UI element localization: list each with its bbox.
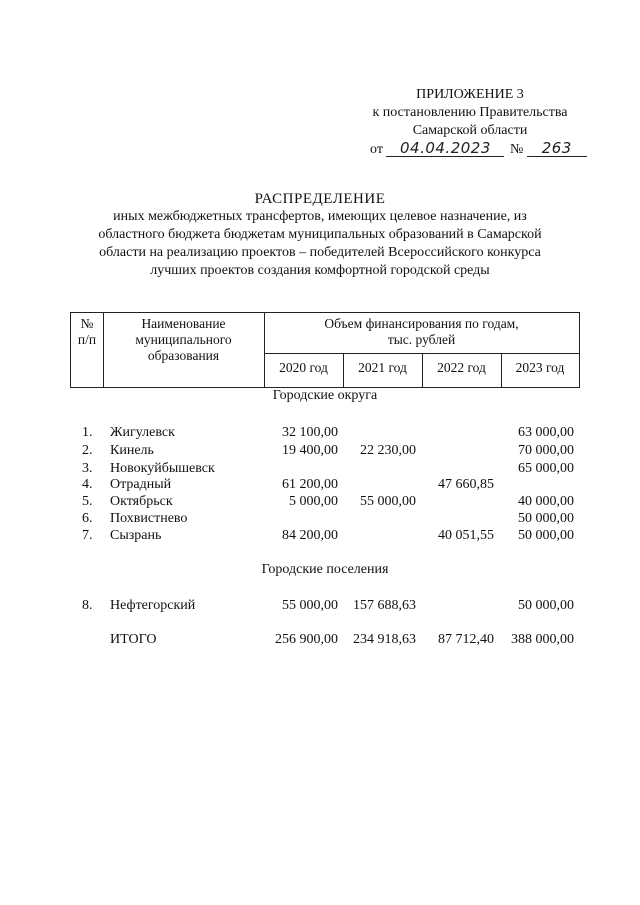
total-label: ИТОГО	[110, 632, 157, 647]
year-2020-header: 2020 год	[279, 360, 328, 375]
heading-line-4: лучших проектов создания комфортной городской среды	[150, 263, 490, 278]
handwritten-date: 04.04.2023	[386, 140, 504, 157]
table-row: 1. Жигулевск 32 100,00 63 000,00	[82, 425, 574, 440]
col-funding-header: Объем финансирования по годам, тыс. рублей	[324, 316, 519, 347]
table-row: 7. Сызрань 84 200,00 40 051,55 50 000,00	[82, 528, 574, 543]
heading-line-1: иных межбюджетных трансфертов, имеющих целевое назначение, из	[113, 209, 527, 224]
year-2023-header: 2023 год	[515, 360, 565, 375]
heading-line-3: области на реализацию проектов – победителей Всероссийского конкурса	[99, 245, 541, 260]
appendix-line-2: Самарской области	[412, 123, 528, 138]
table-row: 8. Нефтегорский 55 000,00 157 688,63 50 000,00	[82, 598, 574, 613]
appendix-date-row	[370, 140, 587, 158]
section-title-urban-settlements: Городские поселения	[261, 562, 389, 577]
table-row: 5. Октябрьск 5 000,00 55 000,00 40 000,00	[82, 494, 574, 509]
handwritten-number: 263	[527, 140, 587, 157]
appendix-title: ПРИЛОЖЕНИЕ 3	[416, 87, 524, 102]
col-number-header: № п/п	[77, 316, 97, 347]
year-2022-header: 2022 год	[437, 360, 486, 375]
number-label: №	[509, 142, 524, 157]
table-header	[70, 312, 580, 388]
table-row: 2. Кинель 19 400,00 22 230,00 70 000,00	[82, 443, 574, 458]
heading-line-2: областного бюджета бюджетам муниципальных образований в Самарской	[98, 227, 542, 242]
total-row: ИТОГО 256 900,00 234 918,63 87 712,40 388 000,00	[110, 632, 574, 647]
from-label: от	[370, 142, 383, 157]
document-heading	[60, 190, 580, 280]
table-row: 4. Отрадный 61 200,00 47 660,85	[82, 477, 494, 492]
table-row: 6. Похвистнево 50 000,00	[82, 511, 574, 526]
table-row: 3. Новокуйбышевск 65 000,00	[82, 461, 574, 476]
col-name-header: Наименование муниципального образования	[135, 316, 232, 363]
year-2021-header: 2021 год	[358, 360, 407, 375]
appendix-line-1: к постановлению Правительства	[372, 105, 568, 120]
document-title: РАСПРЕДЕЛЕНИЕ	[254, 191, 386, 207]
section-title-urban-districts: Городские округа	[272, 388, 378, 403]
